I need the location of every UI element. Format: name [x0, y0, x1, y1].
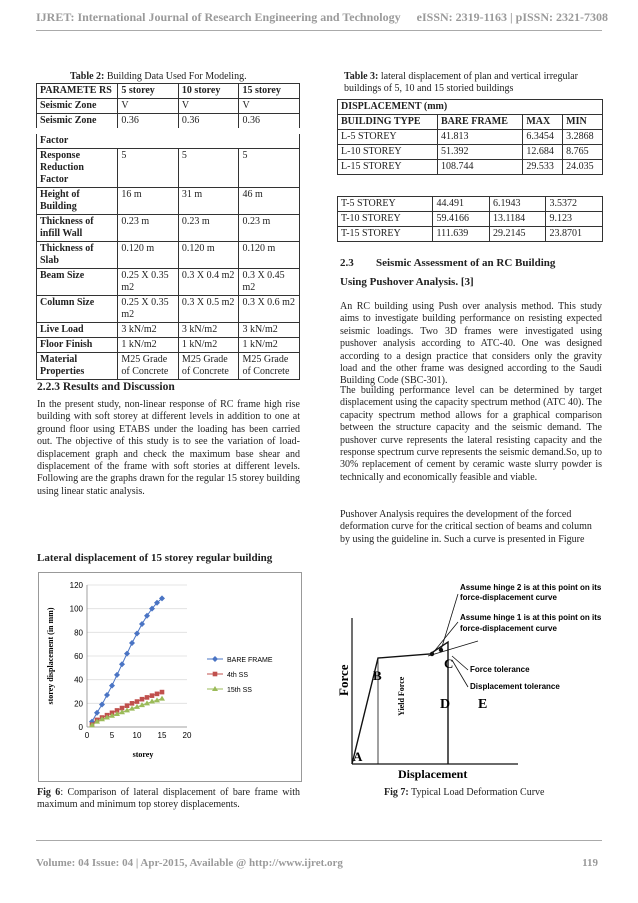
issn: eISSN: 2319-1163 | pISSN: 2321-7308	[416, 10, 608, 24]
y-axis-label: storey displacement (in mm)	[46, 607, 55, 705]
section-23-heading2: Using Pushover Analysis. [3]	[340, 276, 474, 288]
table-cell: T-5 STOREY	[338, 197, 433, 212]
table-title: DISPLACEMENT (mm)	[338, 100, 603, 115]
note2-leader	[432, 622, 458, 654]
x-axis-label: storey	[132, 750, 154, 759]
table-cell: 46 m	[239, 188, 300, 215]
table-cell: Seismic Zone	[37, 99, 118, 114]
note2b: force-displacement curve	[460, 624, 557, 633]
note1-leader	[441, 594, 458, 650]
table-cell: 0.23 m	[118, 215, 179, 242]
table-row	[338, 212, 603, 227]
table3	[337, 99, 603, 175]
page-footer	[36, 857, 602, 869]
table-cell: 0.120 m	[118, 242, 179, 269]
table2	[36, 83, 300, 380]
y-tick-label: 80	[74, 628, 83, 638]
table-cell: V	[118, 99, 179, 114]
table-cell: Factor	[37, 131, 300, 149]
table-cell: Live Load	[37, 323, 118, 338]
force-axis-label: Force	[336, 664, 351, 696]
table-cell: Thickness of infill Wall	[37, 215, 118, 242]
table-cell: T-10 STOREY	[338, 212, 433, 227]
table-cell: 0.23 m	[239, 215, 300, 242]
y-tick-label: 100	[69, 604, 83, 614]
table-cell: 0.23 m	[178, 215, 239, 242]
load-deformation-figure	[338, 578, 602, 784]
table-cell: 3 kN/m2	[118, 323, 179, 338]
table-row	[338, 227, 603, 242]
table-row	[338, 130, 603, 145]
table-cell: Thickness of Slab	[37, 242, 118, 269]
section-223-body: In the present study, non-linear response of RC frame high rise building with soft storey at different levels in addition to one at ground floor using ETABS under the loading has been carried out. The objective of this study is to see the variation of load- displacement graph and check the maximum base shear and displacement of the frame with soft stories at different levels. Following are the graphs drawn for the regular 15 storey building using linear static analysis.	[37, 399, 300, 497]
table-row	[37, 353, 300, 380]
data-point	[125, 703, 130, 708]
section-23-p1: An RC building using Push over analysis method. This study aims to investigate building performance on resisting expected seismic loadings. Two 3D frames were investigated using pushover analysis according to ATC-40. One was designed according to a design practice that considers only the gravity load and the other frame was designed according to the Saudi Building Code (SBC-301).	[340, 301, 602, 387]
table-cell: 5	[239, 149, 300, 188]
table-cell: M25 Grade of Concrete	[178, 353, 239, 380]
note1a: Assume hinge 2 is at this point on its	[460, 583, 602, 592]
y-tick-label: 40	[74, 675, 83, 685]
table-cell: L-15 STOREY	[338, 160, 438, 175]
table-cell: 9.123	[546, 212, 603, 227]
table-cell: 3 kN/m2	[178, 323, 239, 338]
table-cell: 1 kN/m2	[178, 338, 239, 353]
data-point	[134, 631, 140, 637]
table-cell: Material Properties	[37, 353, 118, 380]
table-cell: T-15 STOREY	[338, 227, 433, 242]
page-number: 119	[582, 857, 598, 869]
table-cell: M25 Grade of Concrete	[118, 353, 179, 380]
table-cell: 15 storey	[239, 84, 300, 99]
y-tick-label: 0	[78, 723, 83, 732]
table-cell: 0.3 X 0.4 m2	[178, 269, 239, 296]
force-tol-leader	[452, 656, 468, 670]
section-23-p2: The building performance level can be determined by target displacement using the capacity spectrum method (ATC 40). The capacity spectrum method allows for a graphical comparison between the structure capacity and the seismic demand. The pushover curve represents the lateral resisting capacity and the response spectrum curve represents the seismic demand.So, up to 30% replacement of cement by ceramic waste slurry powder is technically and economically feasible and viable.	[340, 385, 602, 483]
legend-label: 4th SS	[227, 672, 249, 679]
data-point	[119, 661, 125, 667]
table-cell: 6.1943	[489, 197, 546, 212]
table-row	[37, 215, 300, 242]
y-tick-label: 60	[74, 652, 83, 661]
data-point	[140, 697, 145, 702]
data-point	[114, 672, 120, 678]
table-row	[338, 197, 603, 212]
table-row	[37, 338, 300, 353]
point-e: E	[478, 697, 488, 712]
note1b: force-displacement curve	[460, 593, 557, 602]
table-cell: 16 m	[118, 188, 179, 215]
table-cell: 29.533	[523, 160, 563, 175]
table-cell: 10 storey	[178, 84, 239, 99]
table-cell: 3.2868	[563, 130, 603, 145]
x-tick-label: 5	[109, 731, 115, 740]
data-point	[144, 613, 150, 619]
table-cell: 59.4166	[433, 212, 490, 227]
data-point	[159, 696, 165, 701]
table-cell: 5	[118, 149, 179, 188]
yield-force-label: Yield Force	[397, 676, 406, 716]
table-cell: MIN	[563, 115, 603, 130]
fig7-caption: Fig 7: Typical Load Deformation Curve	[384, 787, 545, 798]
table-cell: 0.120 m	[239, 242, 300, 269]
point-d: D	[440, 697, 451, 712]
table-cell: Height of Building	[37, 188, 118, 215]
table-row	[37, 99, 300, 114]
table-cell: 1 kN/m2	[239, 338, 300, 353]
data-point	[129, 640, 135, 646]
note2a: Assume hinge 1 is at this point on its	[460, 613, 602, 622]
data-point	[109, 683, 115, 689]
table-cell: 23.8701	[546, 227, 603, 242]
disp-tol-label: Displacement tolerance	[470, 682, 560, 691]
table-row	[37, 114, 300, 132]
section-23-heading: Seismic Assessment of an RC Building	[376, 257, 556, 269]
data-point	[155, 692, 160, 697]
disp-tol-leader	[452, 660, 468, 687]
fig6-caption: Fig 6: Comparison of lateral displacement of bare frame with maximum and minimum top storey displacements.	[37, 787, 300, 810]
displacement-axis-label: Displacement	[398, 767, 468, 781]
table-row	[37, 323, 300, 338]
header-rule	[36, 30, 602, 31]
table-cell: 3.5372	[546, 197, 603, 212]
table-cell: 0.120 m	[178, 242, 239, 269]
table-cell: 13.1184	[489, 212, 546, 227]
table-cell: Beam Size	[37, 269, 118, 296]
table-cell: Floor Finish	[37, 338, 118, 353]
table-row	[338, 115, 603, 130]
table-cell: 1 kN/m2	[118, 338, 179, 353]
footer-rule	[36, 840, 602, 841]
table3-caption: Table 3: lateral displacement of plan and vertical irregular buildings of 5, 10 and 15 storied buildings	[344, 71, 579, 94]
data-point	[130, 701, 135, 706]
data-point	[135, 699, 140, 704]
data-point	[94, 710, 100, 716]
table-cell: 0.3 X 0.5 m2	[178, 296, 239, 323]
table-row	[338, 100, 603, 115]
x-tick-label: 15	[157, 731, 167, 740]
legend-label: 15th SS	[227, 687, 252, 694]
x-tick-label: 20	[182, 731, 192, 740]
point-a: A	[353, 749, 363, 764]
force-tol-label: Force tolerance	[470, 665, 530, 674]
table-cell: 8.765	[563, 145, 603, 160]
table-row	[37, 269, 300, 296]
table-cell: 0.25 X 0.35 m2	[118, 269, 179, 296]
table-cell: 0.36	[239, 114, 300, 132]
tolerance-line	[428, 641, 478, 656]
table-cell: 44.491	[433, 197, 490, 212]
data-point	[145, 695, 150, 700]
table-cell: 51.392	[437, 145, 522, 160]
table-cell: BARE FRAME	[437, 115, 522, 130]
table-cell: 108.744	[437, 160, 522, 175]
data-point	[139, 621, 145, 627]
data-point	[99, 702, 105, 708]
section-23-p3: Pushover Analysis requires the development of the forced deformation curve for the critical section of beams and column by using the guideline in. Such a curve is presented in Figure	[340, 509, 592, 545]
point-b: B	[373, 668, 382, 683]
table-cell: 0.3 X 0.45 m2	[239, 269, 300, 296]
table-cell: Seismic Zone	[37, 114, 118, 132]
legend-marker	[212, 656, 218, 662]
table-cell: MAX	[523, 115, 563, 130]
table-cell: PARAMETE RS	[37, 84, 118, 99]
table-row	[37, 149, 300, 188]
y-tick-label: 20	[74, 699, 83, 709]
section-23-number: 2.3	[340, 257, 354, 269]
table2-caption: Table 2: Building Data Used For Modeling.	[70, 71, 247, 82]
table-cell: 0.3 X 0.6 m2	[239, 296, 300, 323]
table-cell: 24.035	[563, 160, 603, 175]
legend-marker	[213, 672, 218, 677]
point-c: C	[444, 656, 454, 671]
table-cell: 3 kN/m2	[239, 323, 300, 338]
displacement-chart	[39, 573, 301, 781]
table-row	[338, 145, 603, 160]
table-row	[37, 296, 300, 323]
table-row	[37, 131, 300, 149]
table-cell: 0.36	[118, 114, 179, 132]
table-cell: 5	[178, 149, 239, 188]
table-cell: 5 storey	[118, 84, 179, 99]
table-cell: 41.813	[437, 130, 522, 145]
table-cell: 29.2145	[489, 227, 546, 242]
table-cell: 111.639	[433, 227, 490, 242]
section-223-heading: 2.2.3 Results and Discussion	[37, 381, 175, 393]
x-tick-label: 10	[132, 731, 142, 740]
table-cell: 0.36	[178, 114, 239, 132]
table-cell: 12.684	[523, 145, 563, 160]
table-row	[37, 242, 300, 269]
chart-frame	[38, 572, 302, 782]
table-cell: V	[239, 99, 300, 114]
data-point	[104, 692, 110, 698]
table-cell: 31 m	[178, 188, 239, 215]
data-point	[160, 690, 165, 695]
table-cell: 0.25 X 0.35 m2	[118, 296, 179, 323]
x-tick-label: 0	[84, 731, 90, 740]
table-cell: V	[178, 99, 239, 114]
chart-heading: Lateral displacement of 15 storey regular building	[37, 552, 273, 564]
legend-label: BARE FRAME	[227, 657, 273, 664]
y-tick-label: 120	[69, 581, 83, 590]
table-row	[37, 188, 300, 215]
data-point	[150, 693, 155, 698]
table-cell: 6.3454	[523, 130, 563, 145]
table-cell: Column Size	[37, 296, 118, 323]
table-cell: M25 Grade of Concrete	[239, 353, 300, 380]
volume-info: Volume: 04 Issue: 04 | Apr-2015, Available @ http://www.ijret.org	[36, 857, 343, 869]
table-cell: L-5 STOREY	[338, 130, 438, 145]
table3-part2	[337, 196, 603, 242]
table-row	[338, 160, 603, 175]
table-cell: Response Reduction Factor	[37, 149, 118, 188]
table-cell: L-10 STOREY	[338, 145, 438, 160]
table-cell: BUILDING TYPE	[338, 115, 438, 130]
journal-title: IJRET: International Journal of Research Engineering and Technology	[36, 10, 401, 24]
table-row	[37, 84, 300, 99]
